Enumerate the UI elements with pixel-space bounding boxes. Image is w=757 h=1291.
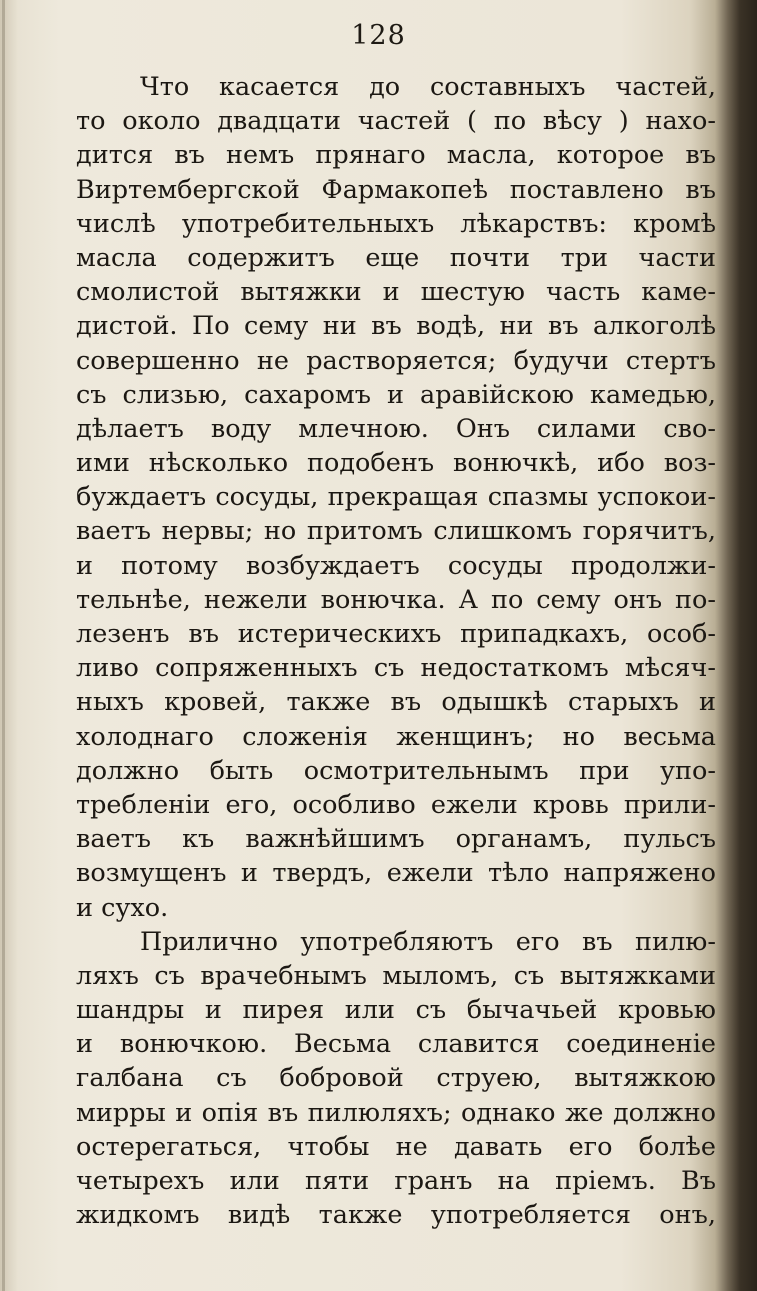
text-line: Прилично употребляютъ его въ пилю- xyxy=(140,926,716,957)
text-line: холоднаго сложенія женщинъ; но весьма xyxy=(76,721,716,752)
text-line: Что касается до составныхъ частей, xyxy=(140,72,716,102)
text-line: буждаетъ сосуды, прекращая спазмы успокои- xyxy=(76,482,716,513)
text-line: и вонючкою. Весьма славится соединеніе xyxy=(76,1029,716,1060)
text-line: дится въ немъ прянаго масла, которое въ xyxy=(76,140,716,171)
text-line: мирры и опія въ пилюляхъ; однако же должно xyxy=(76,1097,716,1128)
text-line: галбана съ бобровой струею, вытяжкою xyxy=(76,1063,716,1094)
text-line: и сухо. xyxy=(76,892,169,923)
page-number: 128 xyxy=(351,20,406,51)
text-line: ими нѣсколько подобенъ вонючкѣ, ибо воз- xyxy=(76,448,716,479)
text-line: ныхъ кровей, также въ одышкѣ старыхъ и xyxy=(76,687,716,718)
text-line: дистой. По сему ни въ водѣ, ни въ алкоголѣ xyxy=(76,311,716,342)
text-line: смолистой вытяжки и шестую часть каме- xyxy=(76,277,716,308)
text-line: возмущенъ и твердъ, ежели тѣло напряжено xyxy=(76,858,716,889)
text-line: четырехъ или пяти гранъ на пріемъ. Въ xyxy=(76,1166,716,1196)
text-line: шандры и пирея или съ бычачьей кровью xyxy=(76,995,716,1026)
text-line: ваетъ нервы; но притомъ слишкомъ горячитъ, xyxy=(76,516,716,547)
text-line: должно быть осмотрительнымъ при упо- xyxy=(76,755,716,786)
text-line: Виртембергской Фармакопеѣ поставлено въ xyxy=(76,174,716,205)
text-line: совершенно не растворяется; будучи стертъ xyxy=(76,345,716,376)
text-line: ваетъ къ важнѣйшимъ органамъ, пульсъ xyxy=(76,824,716,855)
text-line: дѣлаетъ воду млечною. Онъ силами сво- xyxy=(76,413,716,444)
text-line: тельнѣе, нежели вонючка. А по сему онъ по- xyxy=(76,584,716,615)
text-line: ляхъ съ врачебнымъ мыломъ, съ вытяжками xyxy=(76,960,716,991)
text-line: ливо сопряженныхъ съ недостаткомъ мѣсяч- xyxy=(76,653,716,684)
text-line: то около двадцати частей ( по вѣсу ) нахо- xyxy=(76,106,716,137)
text-line: лезенъ въ истерическихъ припадкахъ, особ- xyxy=(76,619,716,649)
text-line: требленіи его, особливо ежели кровь прили- xyxy=(76,789,716,820)
text-line: остерегаться, чтобы не давать его болѣе xyxy=(76,1131,716,1162)
text-line: жидкомъ видѣ также употребляется онъ, xyxy=(76,1200,716,1231)
text-line: и потому возбуждаетъ сосуды продолжи- xyxy=(76,550,716,581)
text-line: числѣ употребительныхъ лѣкарствъ: кромѣ xyxy=(76,208,716,239)
body-text xyxy=(76,70,716,1232)
text-line: масла содержитъ еще почти три части xyxy=(76,242,716,273)
text-line: съ слизью, сахаромъ и аравійскою камедью, xyxy=(76,379,716,410)
